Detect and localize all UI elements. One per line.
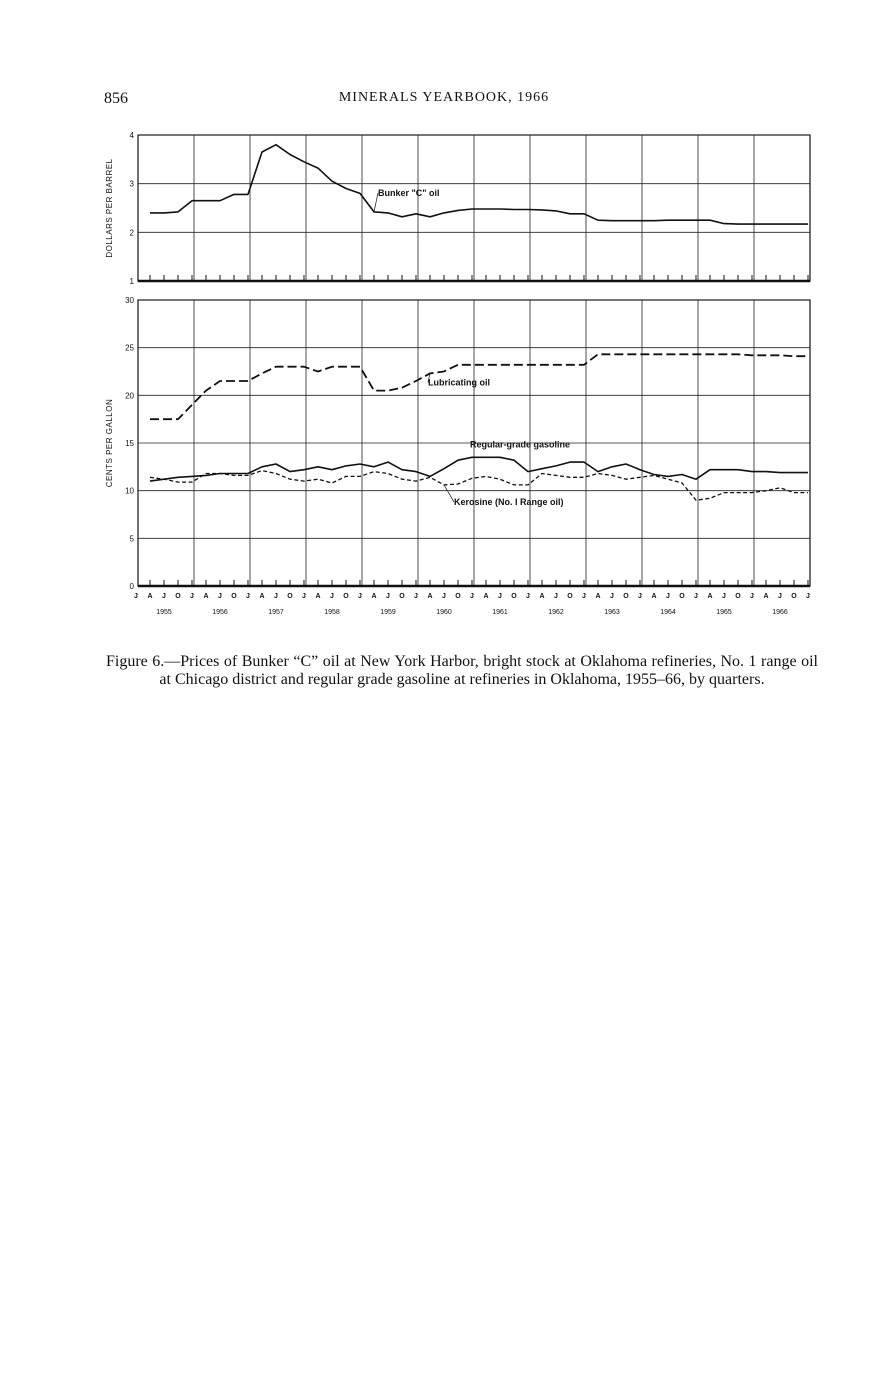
x-tick-label: O	[175, 593, 181, 600]
year-label: 1958	[324, 609, 340, 616]
x-tick-label: O	[455, 593, 461, 600]
x-tick-label: O	[567, 593, 573, 600]
x-tick-label: A	[483, 593, 489, 600]
x-tick-label: J	[694, 593, 698, 600]
bottom-y-tick-label: 20	[125, 391, 134, 401]
bunker-oil-panel	[105, 131, 810, 286]
x-tick-label: J	[218, 593, 222, 600]
x-tick-label: J	[750, 593, 754, 600]
x-tick-label: J	[358, 593, 362, 600]
x-tick-label: A	[539, 593, 545, 600]
x-tick-label: O	[623, 593, 629, 600]
x-tick-label: J	[526, 593, 530, 600]
bottom-y-tick-label: 25	[125, 343, 134, 353]
top-y-tick-label: 1	[129, 277, 134, 286]
year-label: 1960	[436, 609, 452, 616]
series-label-leader	[444, 485, 454, 502]
top-y-tick-label: 2	[129, 228, 134, 238]
x-tick-label: O	[511, 593, 517, 600]
year-label: 1961	[492, 609, 508, 616]
x-tick-label: A	[595, 593, 601, 600]
series-label: Bunker "C" oil	[378, 187, 440, 198]
x-tick-label: A	[147, 593, 153, 600]
x-tick-label: A	[259, 593, 265, 600]
x-tick-label: J	[806, 593, 810, 600]
x-tick-label: J	[778, 593, 782, 600]
x-tick-label: A	[371, 593, 377, 600]
x-tick-label: J	[162, 593, 166, 600]
cents-per-gallon-panel	[105, 296, 810, 591]
x-tick-label: O	[287, 593, 293, 600]
x-tick-label: J	[554, 593, 558, 600]
x-tick-label: J	[190, 593, 194, 600]
x-tick-label: J	[582, 593, 586, 600]
x-tick-label: A	[763, 593, 769, 600]
x-tick-label: J	[414, 593, 418, 600]
x-axis	[134, 593, 810, 616]
x-tick-label: J	[330, 593, 334, 600]
figure-caption: Figure 6.—Prices of Bunker “C” oil at New York Harbor, bright stock at Oklahoma refineries, No. 1 range oil at Chicago district and regular grade gasoline at refineries in Oklahoma, 1955–66, by quarters.	[106, 653, 818, 688]
bottom-series-line-1	[150, 457, 808, 481]
year-label: 1962	[548, 609, 564, 616]
bottom-y-tick-label: 5	[129, 534, 134, 544]
series-label: Kerosine (No. I Range oil)	[454, 496, 564, 507]
x-tick-label: O	[399, 593, 405, 600]
x-tick-label: J	[638, 593, 642, 600]
x-tick-label: J	[470, 593, 474, 600]
x-tick-label: J	[274, 593, 278, 600]
x-tick-label: J	[246, 593, 250, 600]
year-label: 1966	[772, 609, 788, 616]
bottom-y-tick-label: 15	[125, 439, 134, 448]
x-tick-label: J	[442, 593, 446, 600]
x-tick-label: A	[707, 593, 713, 600]
x-tick-label: O	[791, 593, 797, 600]
year-label: 1964	[660, 609, 676, 616]
top-series-line-0	[150, 145, 808, 224]
year-label: 1963	[604, 609, 620, 616]
top-y-tick-label: 3	[129, 179, 134, 189]
bottom-series-line-2	[150, 471, 808, 501]
x-tick-label: A	[427, 593, 433, 600]
x-tick-label: J	[302, 593, 306, 600]
x-tick-label: O	[231, 593, 237, 600]
x-tick-label: J	[134, 593, 138, 600]
year-label: 1956	[212, 609, 228, 616]
top-y-axis-label: DOLLARS PER BARREL	[105, 158, 114, 258]
price-figure	[0, 0, 888, 640]
x-tick-label: J	[722, 593, 726, 600]
x-tick-label: J	[666, 593, 670, 600]
year-label: 1965	[716, 609, 732, 616]
x-tick-label: J	[610, 593, 614, 600]
bottom-y-tick-label: 10	[125, 486, 134, 496]
x-tick-label: J	[386, 593, 390, 600]
bottom-y-tick-label: 30	[125, 296, 134, 305]
page-number: 856	[104, 90, 128, 107]
year-label: 1959	[380, 609, 396, 616]
bottom-y-tick-label: 0	[129, 582, 134, 591]
x-tick-label: A	[315, 593, 321, 600]
series-label: Lubricating oil	[428, 377, 490, 388]
year-label: 1955	[156, 609, 172, 616]
x-tick-label: A	[651, 593, 657, 600]
x-tick-label: J	[498, 593, 502, 600]
bottom-y-axis-label: CENTS PER GALLON	[105, 398, 114, 488]
series-label: Regular-grade gasoline	[470, 439, 571, 450]
x-tick-label: O	[735, 593, 741, 600]
top-y-tick-label: 4	[129, 131, 134, 140]
year-label: 1957	[268, 609, 284, 616]
running-title: MINERALS YEARBOOK, 1966	[338, 90, 550, 105]
x-tick-label: O	[343, 593, 349, 600]
x-tick-label: A	[203, 593, 209, 600]
x-tick-label: O	[679, 593, 685, 600]
